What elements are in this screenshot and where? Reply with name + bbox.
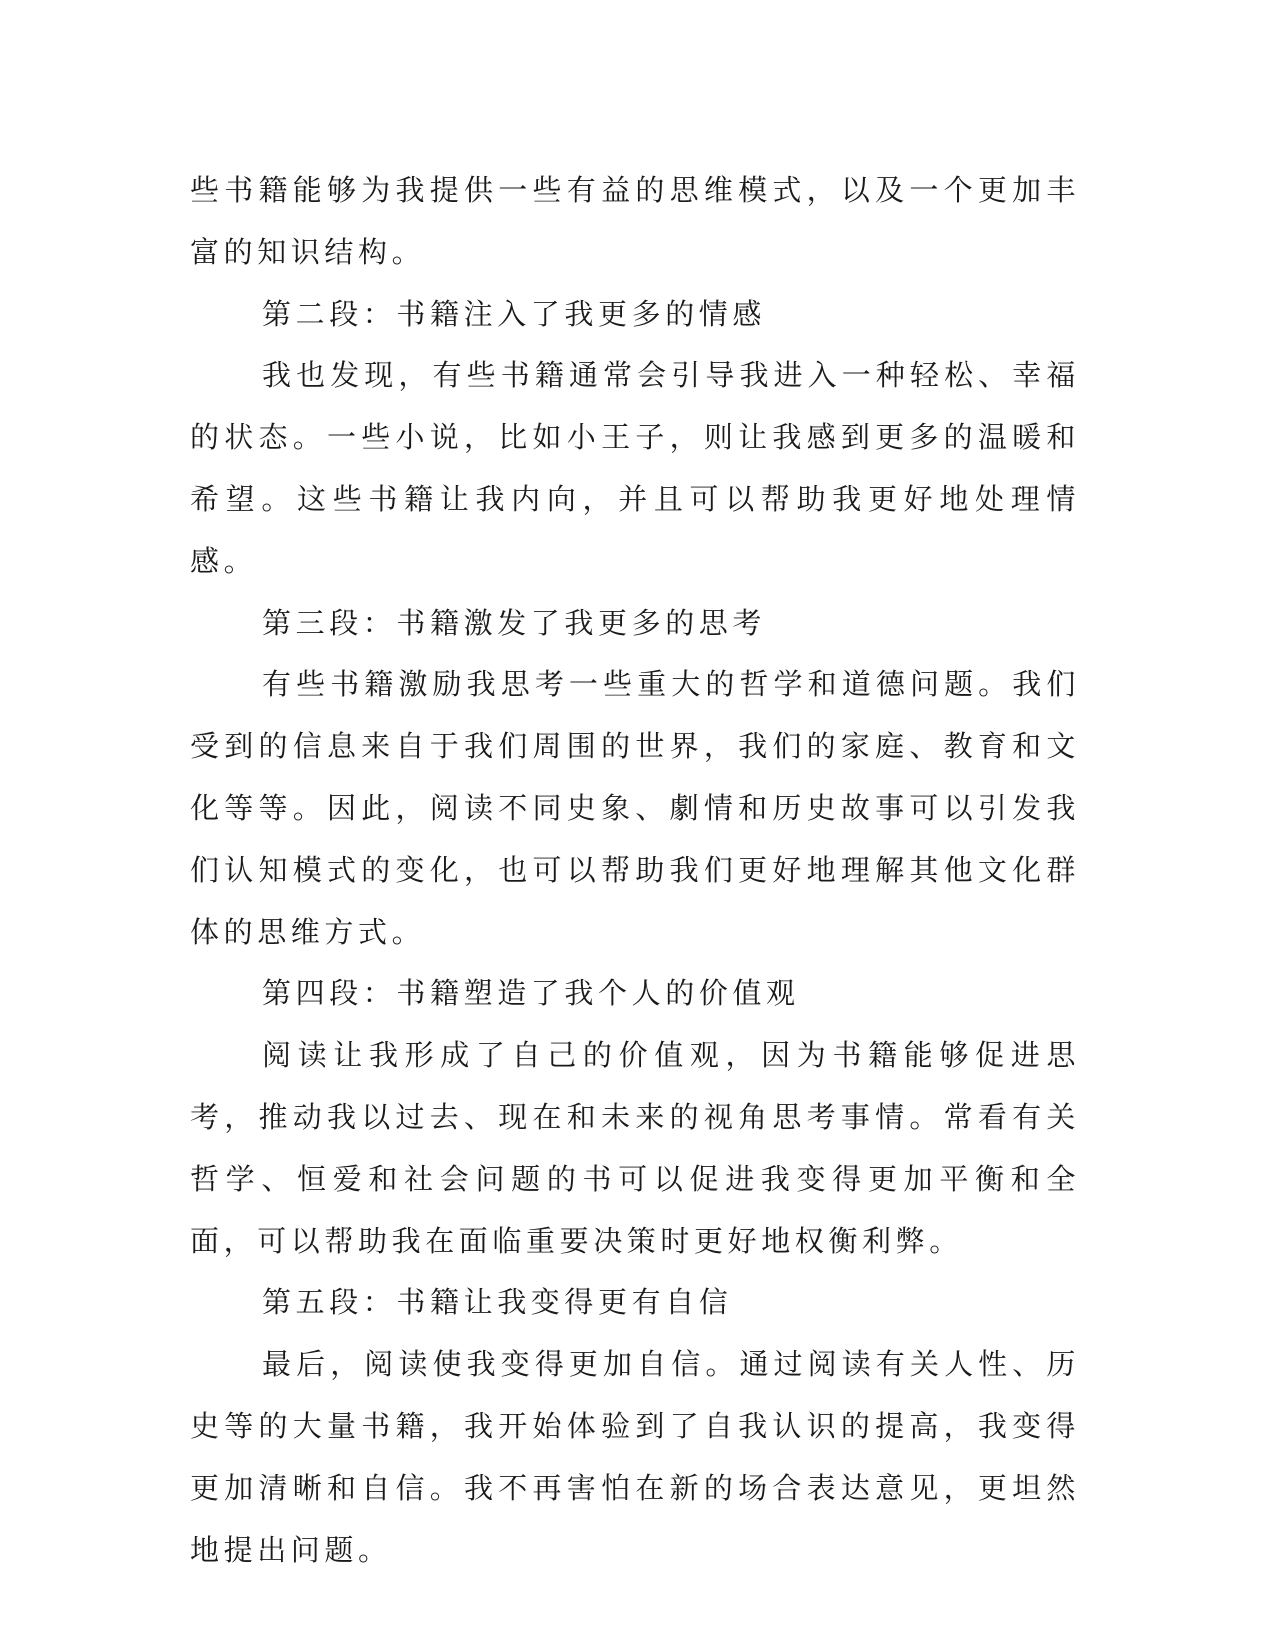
paragraph-section-2: 我也发现，有些书籍通常会引导我进入一种轻松、幸福的状态。一些小说，比如小王子，则让我感到更多的温暖和希望。这些书籍让我内向，并且可以帮助我更好地处理情感。 [190, 358, 1080, 578]
section-heading-5: 第五段：书籍让我变得更有自信 [262, 1285, 733, 1320]
paragraph-section-4: 阅读让我形成了自己的价值观，因为书籍能够促进思考，推动我以过去、现在和未来的视角思考事情。常看有关哲学、恒爱和社会问题的书可以促进我变得更加平衡和全面，可以帮助我在面临重要决策时更好地权衡利弊。 [190, 1038, 1080, 1258]
section-heading-3: 第三段：书籍激发了我更多的思考 [262, 605, 767, 640]
paragraph-section-3: 有些书籍激励我思考一些重大的哲学和道德问题。我们受到的信息来自于我们周围的世界，我们的家庭、教育和文化等等。因此，阅读不同史象、劇情和历史故事可以引发我们认知模式的变化，也可以帮助我们更好地理解其他文化群体的思维方式。 [190, 667, 1080, 949]
document-body [190, 160, 1080, 1581]
paragraph-continuation: 些书籍能够为我提供一些有益的思维模式，以及一个更加丰富的知识结构。 [190, 173, 1080, 269]
section-heading-2: 第二段：书籍注入了我更多的情感 [262, 296, 767, 331]
paragraph-section-5: 最后，阅读使我变得更加自信。通过阅读有关人性、历史等的大量书籍，我开始体验到了自我认识的提高，我变得更加清晰和自信。我不再害怕在新的场合表达意见，更坦然地提出问题。 [190, 1347, 1080, 1567]
section-heading-4: 第四段：书籍塑造了我个人的价值观 [262, 976, 800, 1011]
